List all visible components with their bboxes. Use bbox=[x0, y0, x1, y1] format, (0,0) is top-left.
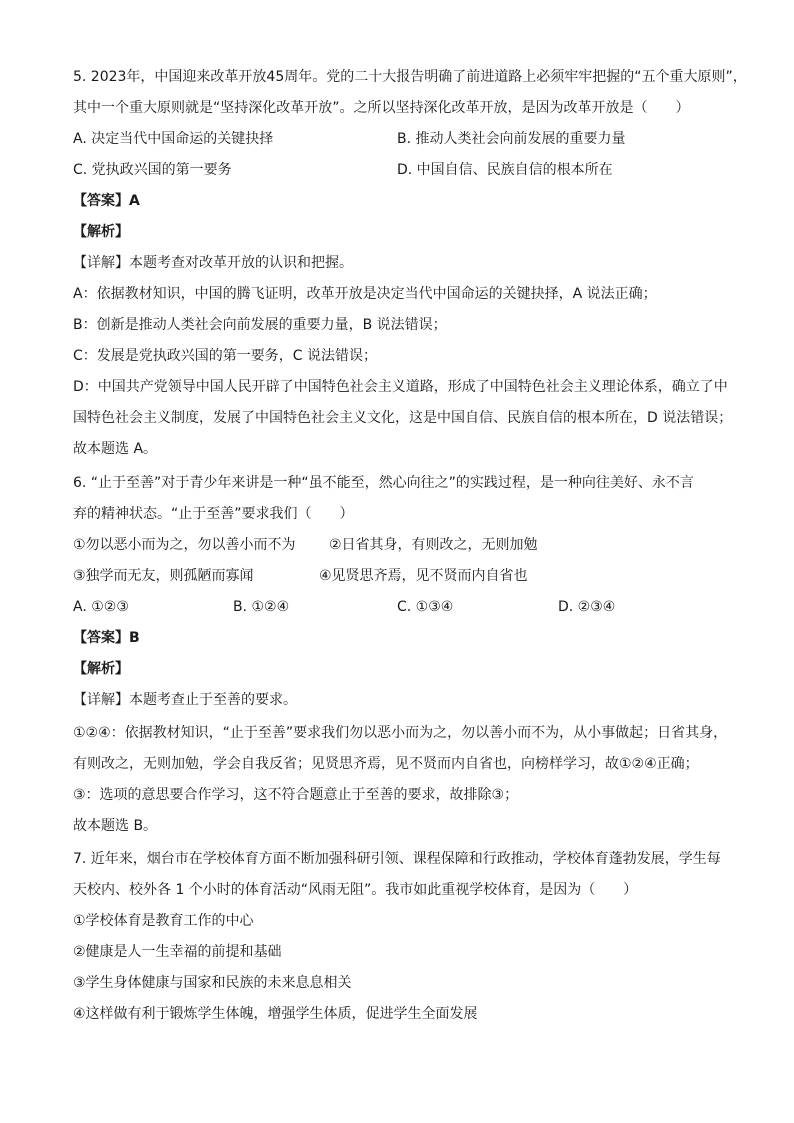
q5-detail: 【详解】本题考查对改革开放的认识和把握。 bbox=[73, 255, 353, 271]
q6-statement-4: ④见贤思齐焉，见不贤而内自省也 bbox=[319, 568, 528, 584]
q6-statement-3: ③独学而无友，则孤陋而寡闻 bbox=[73, 568, 254, 584]
q6-explanation-line: ③：选项的意思要合作学习，这不符合题意止于至善的要求，故排除③； bbox=[73, 787, 519, 803]
q5-analysis-heading: 【解析】 bbox=[73, 224, 129, 240]
q6-statement-1: ①勿以恶小而为之，勿以善小而不为 bbox=[73, 537, 296, 553]
q6-option-b: B. ①②④ bbox=[233, 599, 290, 615]
q6-explanation-line: 故本题选 B。 bbox=[73, 818, 158, 834]
q6-analysis-heading: 【解析】 bbox=[73, 661, 129, 677]
q5-answer: 【答案】A bbox=[73, 193, 140, 209]
q6-explanation-line: 有则改之，无则加勉，学会自我反省；见贤思齐焉，见不贤而内自省也，向榜样学习，故①②④正确； bbox=[73, 756, 699, 772]
q7-statement-2: ②健康是人一生幸福的前提和基础 bbox=[73, 944, 282, 960]
q7-statement-1: ①学校体育是教育工作的中心 bbox=[73, 913, 254, 929]
q7-stem-line-1: 7. 近年来，烟台市在学校体育方面不断加强科研引领、课程保障和行政推动，学校体育蓬勃发展，学生每 bbox=[73, 851, 721, 867]
q6-detail: 【详解】本题考查止于至善的要求。 bbox=[73, 692, 297, 708]
q5-option-a: A. 决定当代中国命运的关键抉择 bbox=[73, 131, 274, 147]
q5-option-c: C. 党执政兴国的第一要务 bbox=[73, 162, 232, 178]
q5-explanation-line: C：发展是党执政兴国的第一要务，C 说法错误； bbox=[73, 348, 377, 364]
q7-stem-line-2: 天校内、校外各 1 个小时的体育活动“风雨无阻”。我市如此重视学校体育，是因为（ ） bbox=[73, 882, 638, 898]
q6-option-a: A. ①②③ bbox=[73, 599, 129, 615]
q7-statement-3: ③学生身体健康与国家和民族的未来息息相关 bbox=[73, 975, 352, 991]
q6-option-d: D. ②③④ bbox=[558, 599, 616, 615]
q6-option-c: C. ①③④ bbox=[397, 599, 454, 615]
q6-stem-line-1: 6. “止于至善”对于青少年来讲是一种“虽不能至，然心向往之”的实践过程，是一种向往美好、永不言 bbox=[73, 475, 694, 491]
q5-explanation-line: 故本题选 A。 bbox=[73, 441, 158, 457]
q6-answer: 【答案】B bbox=[73, 630, 140, 646]
q6-statement-2: ②日省其身，有则改之，无则加勉 bbox=[329, 537, 538, 553]
q5-explanation-line: A：依据教材知识，中国的腾飞证明，改革开放是决定当代中国命运的关键抉择，A 说法正确； bbox=[73, 286, 657, 302]
q5-explanation-line: B：创新是推动人类社会向前发展的重要力量，B 说法错误； bbox=[73, 317, 447, 333]
q5-stem-line-1: 5. 2023年，中国迎来改革开放45周年。党的二十大报告明确了前进道路上必须牢牢把握的“五个重大原则”， bbox=[73, 69, 747, 85]
q5-stem-line-2: 其中一个重大原则就是“坚持深化改革开放”。之所以坚持深化改革开放，是因为改革开放是（ ） bbox=[73, 100, 690, 116]
q6-stem-line-2: 弃的精神状态。“止于至善”要求我们（ ） bbox=[73, 506, 354, 522]
q5-option-b: B. 推动人类社会向前发展的重要力量 bbox=[397, 131, 626, 147]
q5-explanation-line: D：中国共产党领导中国人民开辟了中国特色社会主义道路，形成了中国特色社会主义理论体系，确立了中 bbox=[73, 379, 728, 395]
q6-explanation-line: ①②④：依据教材知识，“止于至善”要求我们勿以恶小而为之，勿以善小而不为，从小事做起；日省其身， bbox=[73, 725, 728, 741]
q5-option-d: D. 中国自信、民族自信的根本所在 bbox=[397, 162, 613, 178]
q7-statement-4: ④这样做有利于锻炼学生体魄，增强学生体质，促进学生全面发展 bbox=[73, 1006, 478, 1022]
q5-explanation-line: 国特色社会主义制度，发展了中国特色社会主义文化，这是中国自信、民族自信的根本所在，D 说法错误； bbox=[73, 410, 733, 426]
